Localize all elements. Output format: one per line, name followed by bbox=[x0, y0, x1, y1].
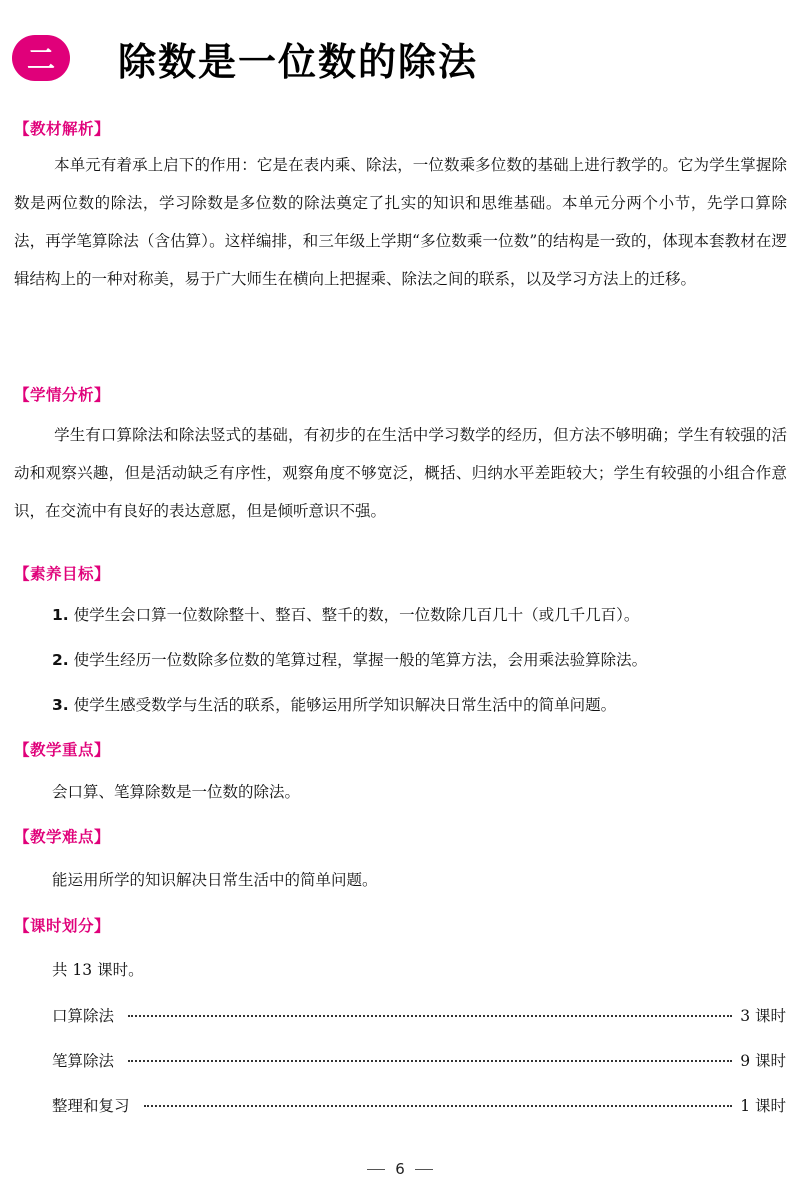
students-text: 学生有口算除法和除法竖式的基础，有初步的在生活中学习数学的经历，但方法不够明确；学生有较强的活动和观察兴趣，但是活动缺乏有序性，观察角度不够宽泛，概括、归纳水平差距较大；学生有较强的小组合作意识，在交流中有良好的表达意愿，但是倾听意识不强。 bbox=[14, 426, 787, 520]
goal-item bbox=[52, 648, 647, 670]
goal-text: 使学生经历一位数除多位数的笔算过程，掌握一般的笔算方法，会用乘法验算除法。 bbox=[73, 651, 648, 669]
section-heading-difficulties: 【教学难点】 bbox=[14, 828, 111, 846]
dotted-leader bbox=[128, 1015, 732, 1017]
chapter-number-badge: 二 bbox=[12, 35, 70, 81]
schedule-row-label: 整理和复习 bbox=[52, 1097, 130, 1115]
dotted-leader bbox=[144, 1105, 733, 1107]
schedule-row bbox=[52, 1049, 786, 1071]
goal-number: 3. bbox=[52, 696, 69, 714]
key-points-text: 会口算、笔算除数是一位数的除法。 bbox=[52, 783, 301, 801]
schedule-row bbox=[52, 1004, 786, 1026]
analysis-paragraph bbox=[14, 146, 787, 298]
goal-item bbox=[52, 603, 639, 625]
section-heading-analysis: 【教材解析】 bbox=[14, 120, 111, 138]
chapter-header bbox=[12, 28, 478, 88]
schedule-row-value: 9 课时 bbox=[740, 1052, 786, 1070]
page-number bbox=[0, 1160, 800, 1178]
page-number-dash-left bbox=[367, 1169, 385, 1170]
goal-number: 2. bbox=[52, 651, 69, 669]
goal-text: 使学生会口算一位数除整十、整百、整千的数，一位数除几百几十（或几千几百）。 bbox=[73, 606, 640, 624]
schedule-row-label: 笔算除法 bbox=[52, 1052, 115, 1070]
dotted-leader bbox=[128, 1060, 732, 1062]
schedule-row-value: 3 课时 bbox=[740, 1007, 786, 1025]
schedule-total: 共 13 课时。 bbox=[52, 961, 144, 979]
analysis-text: 本单元有着承上启下的作用：它是在表内乘、除法，一位数乘多位数的基础上进行教学的。它为学生掌握除数是两位数的除法，学习除数是多位数的除法奠定了扎实的知识和思维基础。本单元分两个小节，先学口算除法，再学笔算除法（含估算）。这样编排，和三年级上学期“多位数乘一位数”的结构是一致的，体现本套教材在逻辑结构上的一种对称美，易于广大师生在横向上把握乘、除法之间的联系，以及学习方法上的迁移。 bbox=[14, 156, 787, 288]
goal-text: 使学生感受数学与生活的联系，能够运用所学知识解决日常生活中的简单问题。 bbox=[73, 696, 617, 714]
schedule-row-value: 1 课时 bbox=[740, 1097, 786, 1115]
students-paragraph bbox=[14, 416, 787, 530]
page-number-value: 6 bbox=[395, 1160, 405, 1178]
chapter-title: 除数是一位数的除法 bbox=[118, 39, 479, 84]
section-heading-students: 【学情分析】 bbox=[14, 386, 111, 404]
section-heading-goals: 【素养目标】 bbox=[14, 565, 111, 583]
section-heading-key-points: 【教学重点】 bbox=[14, 741, 111, 759]
page-number-dash-right bbox=[415, 1169, 433, 1170]
schedule-row bbox=[52, 1094, 786, 1116]
difficulties-text: 能运用所学的知识解决日常生活中的简单问题。 bbox=[52, 871, 378, 889]
schedule-row-label: 口算除法 bbox=[52, 1007, 115, 1025]
goal-item bbox=[52, 693, 616, 715]
goal-number: 1. bbox=[52, 606, 69, 624]
section-heading-schedule: 【课时划分】 bbox=[14, 917, 111, 935]
